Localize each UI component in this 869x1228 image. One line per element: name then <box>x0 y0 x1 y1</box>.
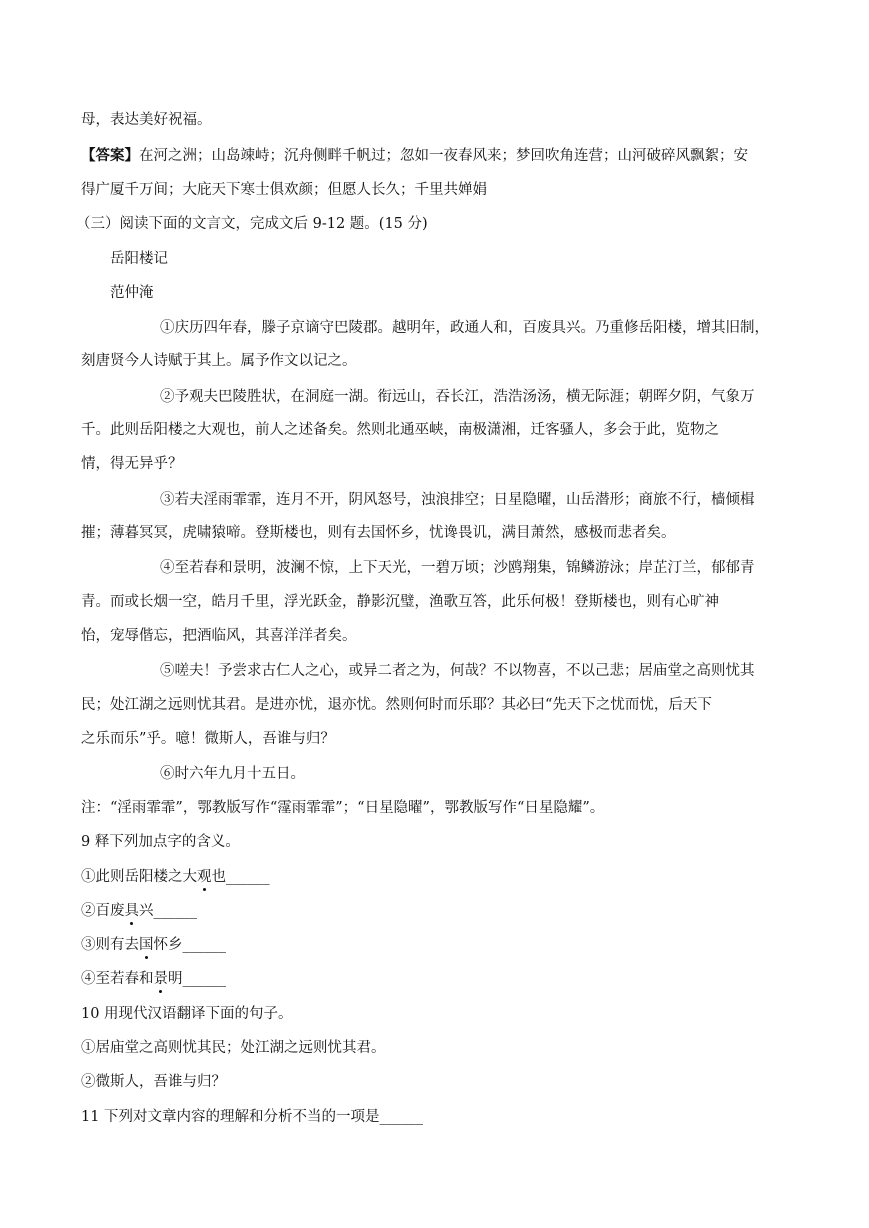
paragraph-4-line-2: 青。而或长烟一空，皓月千里，浮光跃金，静影沉璧，渔歌互答，此乐何极！登斯楼也，则有心旷神 <box>81 594 719 610</box>
paragraph-5-line-3: 之乐而乐”乎。噫！微斯人，吾谁与归？ <box>81 731 335 747</box>
answer-blank: 兴______ <box>139 903 197 919</box>
paragraph-6: ⑥时六年九月十五日。 <box>160 766 305 782</box>
answer-blank: 怀乡______ <box>153 937 226 953</box>
question-10: 10 用现代汉语翻译下面的句子。 <box>81 1006 293 1022</box>
answer-line <box>81 146 748 166</box>
paragraph-2-line-1: ②予观夫巴陵胜状，在洞庭一湖。衔远山，吞长江，浩浩汤汤，横无际涯；朝晖夕阴，气象万 <box>160 389 755 405</box>
dotted-character: 观 <box>197 869 212 885</box>
dotted-character: 具 <box>124 903 139 919</box>
question-9-item-3 <box>81 935 226 955</box>
passage-title: 岳阳楼记 <box>110 251 168 267</box>
dotted-character: 国 <box>139 937 154 953</box>
passage-note: 注：“淫雨霏霏”，鄂教版写作“霪雨霏霏”；“日星隐曜”，鄂教版写作“日星隐耀”。 <box>81 800 605 816</box>
question-10-item-2: ②微斯人，吾谁与归？ <box>81 1074 226 1090</box>
question-10-item-1: ①居庙堂之高则忧其民；处江湖之远则忧其君。 <box>81 1040 386 1056</box>
paragraph-5-line-1: ⑤嗟夫！予尝求古仁人之心，或异二者之为，何哉？不以物喜，不以己悲；居庙堂之高则忧其 <box>160 663 755 679</box>
answer-label: 【答案】 <box>81 147 139 164</box>
question-9-item-4 <box>81 969 226 989</box>
item-text: ②百废 <box>81 903 125 919</box>
question-9-item-1 <box>81 867 270 887</box>
paragraph-1-line-1: ①庆历四年春，滕子京谪守巴陵郡。越明年，政通人和，百废具兴。乃重修岳阳楼，增其旧制， <box>160 320 769 336</box>
paragraph-2-line-2: 千。此则岳阳楼之大观也，前人之述备矣。然则北通巫峡，南极潇湘，迁客骚人，多会于此，览物之 <box>81 422 719 438</box>
passage-author: 范仲淹 <box>110 285 154 301</box>
dotted-character: 景 <box>153 971 168 987</box>
answer-text: 在河之洲；山岛竦峙；沉舟侧畔千帆过；忽如一夜春风来；梦回吹角连营；山河破碎风飘絮；安 <box>139 148 748 164</box>
answer-text-cont: 得广厦千万间；大庇天下寒士俱欢颜；但愿人长久；千里共婵娟 <box>81 182 487 198</box>
item-text: ④至若春和 <box>81 971 154 987</box>
paragraph-1-line-2: 刻唐贤今人诗赋于其上。属予作文以记之。 <box>81 353 357 369</box>
question-9: 9 释下列加点字的含义。 <box>81 834 240 850</box>
answer-continuation: 母，表达美好祝福。 <box>81 112 212 128</box>
paragraph-4-line-3: 怡，宠辱偕忘，把酒临风，其喜洋洋者矣。 <box>81 628 357 644</box>
paragraph-3-line-1: ③若夫淫雨霏霏，连月不开，阴风怒号，浊浪排空；日星隐曜，山岳潜形；商旅不行，樯倾楫 <box>160 492 755 508</box>
paragraph-2-line-3: 情，得无异乎？ <box>81 456 183 472</box>
paragraph-4-line-1: ④至若春和景明，波澜不惊，上下天光，一碧万顷；沙鸥翔集，锦鳞游泳；岸芷汀兰，郁郁青 <box>160 560 755 576</box>
paragraph-5-line-2: 民；处江湖之远则忧其君。是进亦忧，退亦忧。然则何时而乐耶？其必曰“先天下之忧而忧，后天下 <box>81 697 712 713</box>
paragraph-3-line-2: 摧；薄暮冥冥，虎啸猿啼。登斯楼也，则有去国怀乡，忧谗畏讥，满目萧然，感极而悲者矣。 <box>81 525 676 541</box>
item-text: ①此则岳阳楼之大 <box>81 869 197 885</box>
answer-blank: 也______ <box>211 869 270 885</box>
answer-blank: 明______ <box>168 971 226 987</box>
item-text: ③则有去 <box>81 937 139 953</box>
question-9-item-2 <box>81 901 197 921</box>
section-heading: （三）阅读下面的文言文，完成文后 9-12 题。(15 分) <box>76 216 428 232</box>
question-11: 11 下列对文章内容的理解和分析不当的一项是______ <box>81 1109 424 1125</box>
